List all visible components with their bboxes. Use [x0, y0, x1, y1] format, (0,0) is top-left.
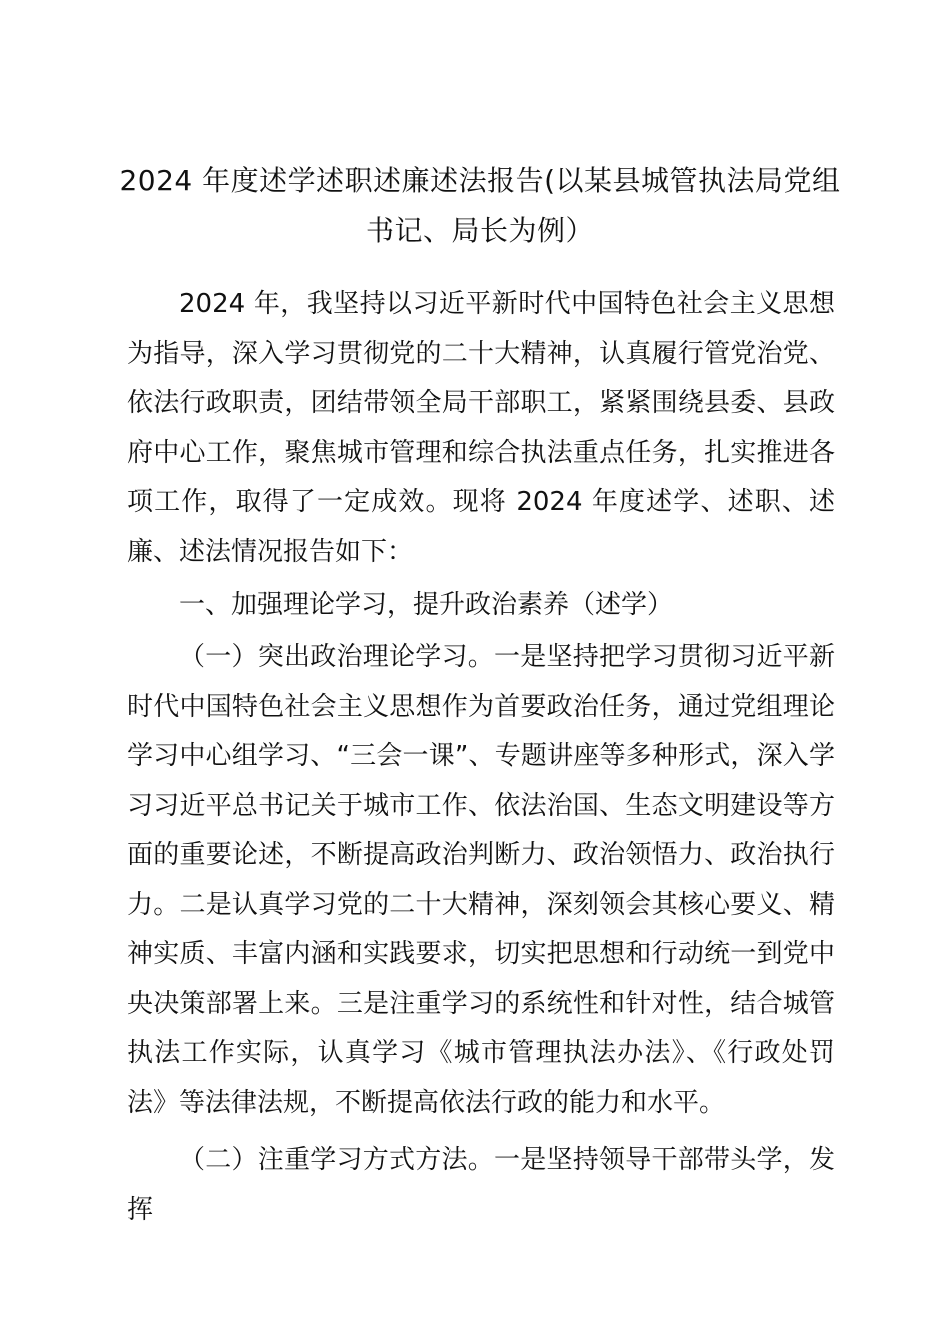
subsection-paragraph: （一）突出政治理论学习。一是坚持把学习贯彻习近平新时代中国特色社会主义思想作为首要政治任务，通过党组理论学习中心组学习、“三会一课”、专题讲座等多种形式，深入学习习近平总书记关于城市工作、依法治国、生态文明建设等方面的重要论述，不断提高政治判断力、政治领悟力、政治执行力。二是认真学习党的二十大精神，深刻领会其核心要义、精神实质、丰富内涵和实践要求，切实把思想和行动统一到党中央决策部署上来。三是注重学习的系统性和针对性，结合城管执法工作实际，认真学习《城市管理执法办法》、《行政处罚法》等法律法规，不断提高依法行政的能力和水平。: [127, 642, 835, 1118]
intro-paragraph: 2024 年，我坚持以习近平新时代中国特色社会主义思想为指导，深入学习贯彻党的二十大精神，认真履行管党治党、依法行政职责，团结带领全局干部职工，紧紧围绕县委、县政府中心工作，聚焦城市管理和综合执法重点任务，扎实推进各项工作，取得了一定成效。现将 2024 年度述学、述职、述廉、述法情况报告如下：: [127, 289, 835, 567]
subsection-paragraph: （二）注重学习方式方法。一是坚持领导干部带头学，发挥: [127, 1145, 835, 1225]
document-title: 2024 年度述学述职述廉述法报告(以某县城管执法局党组书记、局长为例）: [119, 164, 841, 247]
section-heading: 一、加强理论学习，提升政治素养（述学）: [179, 590, 674, 620]
document-body: [127, 280, 835, 1235]
